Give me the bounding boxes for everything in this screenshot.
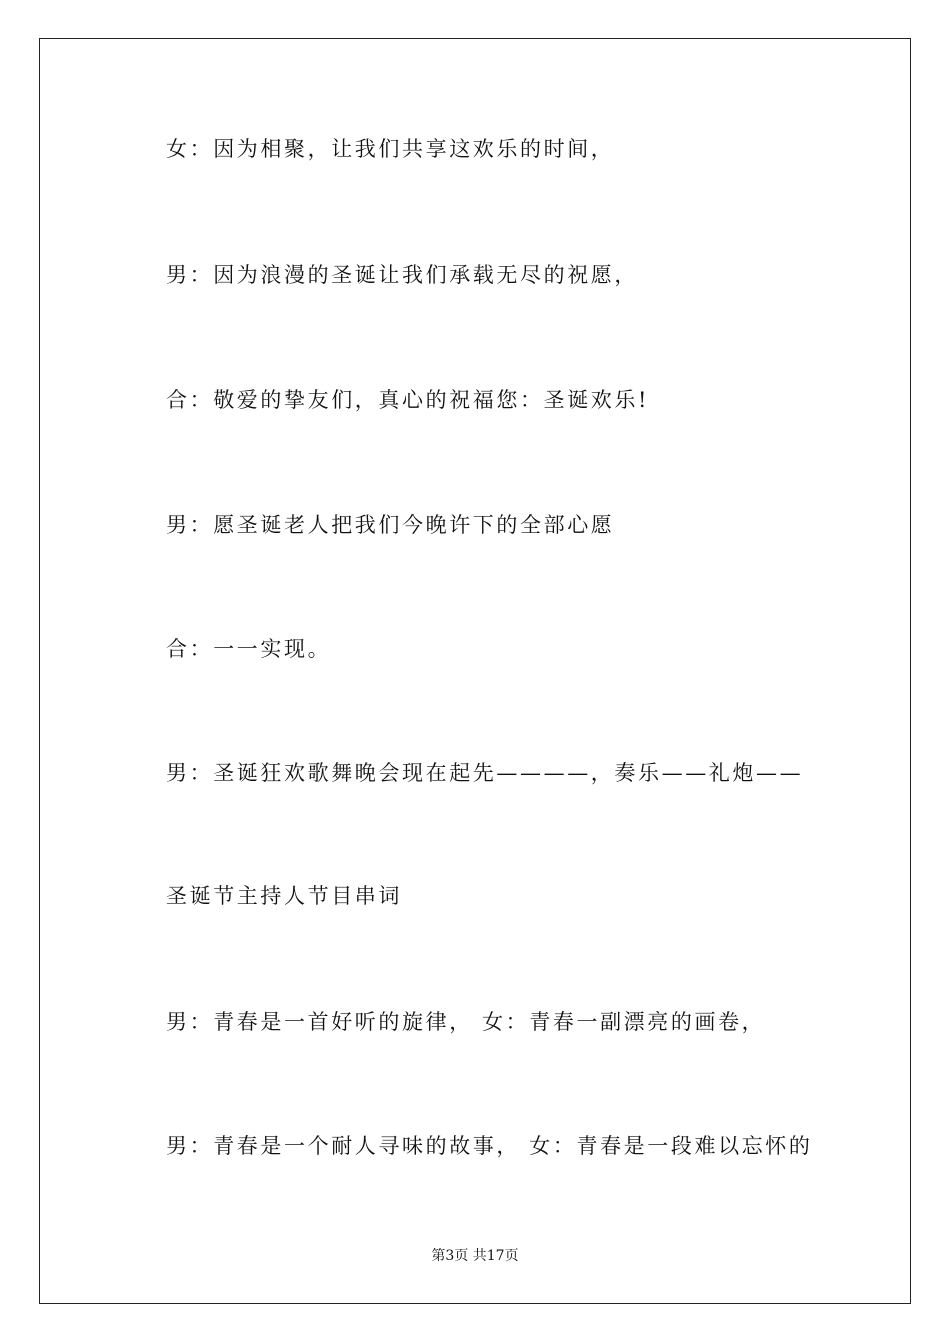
text-line-8: 男：青春是一个耐人寻味的故事， 女：青春是一段难以忘怀的 [166,1134,813,1158]
text-line-2: 男：因为浪漫的圣诞让我们承载无尽的祝愿， [166,263,638,287]
text-line-3: 合：敬爱的挚友们，真心的祝福您：圣诞欢乐! [166,388,650,412]
text-line-5: 合：一一实现。 [166,637,332,661]
text-line-4: 男：愿圣诞老人把我们今晚许下的全部心愿 [166,513,615,537]
page-border [39,38,911,1304]
text-line-6: 男：圣诞狂欢歌舞晚会现在起先————，奏乐——礼炮—— [166,761,804,785]
text-line-7: 男：青春是一首好听的旋律， 女：青春一副漂亮的画卷， [166,1010,766,1034]
page-number-footer: 第3页 共17页 [431,1248,519,1264]
text-line-1: 女：因为相聚，让我们共享这欢乐的时间， [166,137,615,161]
section-heading: 圣诞节主持人节目串词 [166,884,402,908]
